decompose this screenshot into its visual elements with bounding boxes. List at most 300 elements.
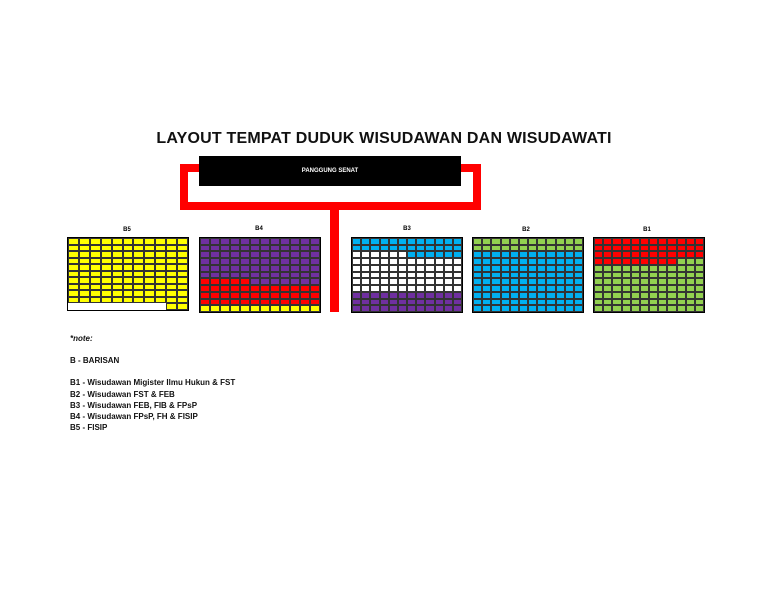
seat (200, 272, 210, 279)
seat (200, 285, 210, 292)
seat (270, 278, 280, 285)
seat (473, 251, 482, 258)
seat (519, 258, 528, 265)
seat (491, 278, 500, 285)
seat (695, 245, 704, 252)
seat (695, 265, 704, 272)
seat (667, 278, 676, 285)
seat (361, 299, 370, 306)
seat (352, 292, 361, 299)
seat (622, 258, 631, 265)
note-item-b4: B4 - Wisudawan FPsP, FH & FISIP (70, 412, 198, 421)
seat (210, 251, 220, 258)
seat (510, 272, 519, 279)
seat (352, 265, 361, 272)
seat (603, 305, 612, 312)
seat (574, 272, 583, 279)
seat (310, 251, 320, 258)
seat (310, 305, 320, 312)
seat (510, 278, 519, 285)
seat (260, 245, 270, 252)
seat (686, 278, 695, 285)
seat (200, 278, 210, 285)
seat (260, 258, 270, 265)
seat (686, 305, 695, 312)
seat (280, 299, 290, 306)
seat (280, 245, 290, 252)
seat (491, 238, 500, 245)
block-label-b1: B1 (643, 227, 651, 233)
seat (677, 265, 686, 272)
seat (565, 292, 574, 299)
seat (546, 245, 555, 252)
seat (90, 303, 101, 310)
seat (230, 245, 240, 252)
seat (649, 278, 658, 285)
seat (389, 245, 398, 252)
seat (519, 238, 528, 245)
seat (260, 299, 270, 306)
seat (677, 258, 686, 265)
seat (435, 272, 444, 279)
seat (300, 305, 310, 312)
seat (528, 238, 537, 245)
seat (250, 278, 260, 285)
seat (389, 258, 398, 265)
seat (640, 285, 649, 292)
seat (640, 292, 649, 299)
seat (425, 251, 434, 258)
seat (270, 265, 280, 272)
seat (631, 305, 640, 312)
seat (658, 285, 667, 292)
seat (270, 245, 280, 252)
seat (594, 245, 603, 252)
seat (210, 285, 220, 292)
seat (435, 251, 444, 258)
seat (574, 258, 583, 265)
seat (389, 305, 398, 312)
seat (352, 238, 361, 245)
seat (622, 265, 631, 272)
seat (594, 299, 603, 306)
seat (537, 292, 546, 299)
seat (380, 265, 389, 272)
seat (565, 265, 574, 272)
seat (270, 251, 280, 258)
note-item-b3: B3 - Wisudawan FEB, FIB & FPsP (70, 401, 198, 410)
seat (556, 251, 565, 258)
seat (491, 272, 500, 279)
seat (491, 285, 500, 292)
seat (603, 285, 612, 292)
seat (537, 251, 546, 258)
seat (230, 258, 240, 265)
seat (290, 258, 300, 265)
seat (230, 299, 240, 306)
seat (380, 299, 389, 306)
seat (310, 265, 320, 272)
seat (398, 278, 407, 285)
seat (270, 238, 280, 245)
seat (556, 238, 565, 245)
seat (398, 238, 407, 245)
seat (300, 272, 310, 279)
seat (280, 251, 290, 258)
seat (444, 305, 453, 312)
seat (537, 265, 546, 272)
seat (640, 245, 649, 252)
seat (658, 265, 667, 272)
seat (695, 272, 704, 279)
seat (398, 299, 407, 306)
seat (220, 258, 230, 265)
seat (649, 292, 658, 299)
seat (250, 265, 260, 272)
seat (491, 305, 500, 312)
seat (166, 303, 177, 310)
seat (546, 238, 555, 245)
seat (425, 258, 434, 265)
seat (528, 278, 537, 285)
seat (695, 299, 704, 306)
seat (453, 265, 462, 272)
seat (510, 258, 519, 265)
seat (310, 299, 320, 306)
seat (407, 305, 416, 312)
seat (537, 258, 546, 265)
seat (537, 305, 546, 312)
seat (300, 265, 310, 272)
seat (398, 272, 407, 279)
seat (631, 245, 640, 252)
note-item-b5: B5 - FISIP (70, 423, 108, 432)
seat (528, 285, 537, 292)
seat (370, 251, 379, 258)
seat (453, 238, 462, 245)
seat (501, 265, 510, 272)
seat (574, 305, 583, 312)
seat (380, 278, 389, 285)
seat (649, 272, 658, 279)
seat (631, 292, 640, 299)
seat (491, 265, 500, 272)
seat (220, 278, 230, 285)
seat (686, 258, 695, 265)
seat (546, 272, 555, 279)
seat (453, 305, 462, 312)
seat (491, 292, 500, 299)
seat (640, 265, 649, 272)
seat (528, 299, 537, 306)
seat (310, 258, 320, 265)
seat (280, 278, 290, 285)
seat (435, 278, 444, 285)
seat (528, 292, 537, 299)
seat (453, 245, 462, 252)
seat (519, 305, 528, 312)
seat (200, 265, 210, 272)
seat (444, 251, 453, 258)
seat (574, 278, 583, 285)
seat (546, 265, 555, 272)
seat (370, 272, 379, 279)
seat (482, 272, 491, 279)
seat (686, 299, 695, 306)
seat (622, 285, 631, 292)
seat (290, 265, 300, 272)
seat (220, 265, 230, 272)
seat (210, 258, 220, 265)
seat (510, 251, 519, 258)
seat (370, 238, 379, 245)
seat (361, 238, 370, 245)
seat (556, 258, 565, 265)
seat (501, 258, 510, 265)
seat (603, 292, 612, 299)
stage-aisle (330, 202, 339, 312)
seat (667, 305, 676, 312)
seat (280, 265, 290, 272)
seat (240, 265, 250, 272)
seat (491, 251, 500, 258)
seat (352, 258, 361, 265)
seat (250, 251, 260, 258)
note-item-b1: B1 - Wisudawan Migister Ilmu Hukun & FST (70, 378, 236, 387)
seat (528, 245, 537, 252)
seat (280, 292, 290, 299)
seat (370, 278, 379, 285)
seat (444, 299, 453, 306)
seat (435, 238, 444, 245)
seat (425, 238, 434, 245)
seat (556, 245, 565, 252)
seat (501, 285, 510, 292)
seat (300, 245, 310, 252)
seat (667, 238, 676, 245)
seat (519, 251, 528, 258)
seat (677, 278, 686, 285)
seat (612, 292, 621, 299)
seat (416, 305, 425, 312)
seat (537, 285, 546, 292)
seat (398, 265, 407, 272)
seat (622, 251, 631, 258)
seat (310, 285, 320, 292)
seat (200, 238, 210, 245)
seat (565, 299, 574, 306)
seat (210, 305, 220, 312)
seat (407, 292, 416, 299)
seat (501, 292, 510, 299)
seat (574, 265, 583, 272)
seat (565, 245, 574, 252)
seat (407, 272, 416, 279)
seat (473, 265, 482, 272)
seat (310, 238, 320, 245)
seat (407, 258, 416, 265)
seat (640, 278, 649, 285)
seat (220, 299, 230, 306)
seat (686, 285, 695, 292)
seat (380, 272, 389, 279)
seat (370, 305, 379, 312)
seat (133, 303, 144, 310)
seat (280, 272, 290, 279)
seat (658, 272, 667, 279)
seat (310, 292, 320, 299)
seat (482, 265, 491, 272)
seat (649, 299, 658, 306)
seat (123, 303, 134, 310)
seat (407, 299, 416, 306)
seat (250, 285, 260, 292)
seat (501, 278, 510, 285)
seat (270, 258, 280, 265)
seat (361, 245, 370, 252)
seat (603, 251, 612, 258)
seat (444, 272, 453, 279)
block-label-b3: B3 (403, 226, 411, 232)
seat (380, 285, 389, 292)
seat (240, 278, 250, 285)
seat (352, 278, 361, 285)
seat (290, 305, 300, 312)
seat (352, 299, 361, 306)
seat (398, 292, 407, 299)
seat (631, 278, 640, 285)
seat (220, 285, 230, 292)
seat (290, 251, 300, 258)
seat (361, 258, 370, 265)
seat (473, 272, 482, 279)
seat (200, 305, 210, 312)
seat (482, 258, 491, 265)
seat (695, 278, 704, 285)
seat (352, 245, 361, 252)
seat (519, 299, 528, 306)
seat (667, 265, 676, 272)
seat (556, 278, 565, 285)
seat (510, 292, 519, 299)
seat (574, 292, 583, 299)
seat (594, 278, 603, 285)
seat (603, 265, 612, 272)
seat (537, 238, 546, 245)
seat (519, 265, 528, 272)
seat (612, 305, 621, 312)
seat (519, 285, 528, 292)
seat (565, 272, 574, 279)
seat (68, 303, 79, 310)
seat (631, 265, 640, 272)
seat (290, 292, 300, 299)
seat (603, 258, 612, 265)
seat (482, 251, 491, 258)
seat (361, 272, 370, 279)
seat (622, 292, 631, 299)
seat (556, 305, 565, 312)
seat (240, 285, 250, 292)
seat (622, 272, 631, 279)
seat (280, 285, 290, 292)
seat (300, 278, 310, 285)
seat (352, 305, 361, 312)
seat (435, 292, 444, 299)
seat (240, 299, 250, 306)
seat (250, 272, 260, 279)
note-header: *note: (70, 334, 93, 343)
seat (658, 238, 667, 245)
seat (510, 238, 519, 245)
seat (407, 278, 416, 285)
seat (501, 238, 510, 245)
seat (407, 285, 416, 292)
seat (380, 305, 389, 312)
note-legend-key: B - BARISAN (70, 356, 120, 365)
seat (230, 305, 240, 312)
seat (491, 299, 500, 306)
seat (667, 258, 676, 265)
seat (528, 251, 537, 258)
seat (695, 305, 704, 312)
seat (250, 238, 260, 245)
seat (473, 238, 482, 245)
seat (444, 258, 453, 265)
seat (594, 265, 603, 272)
seat (546, 305, 555, 312)
seat (290, 272, 300, 279)
seat (280, 238, 290, 245)
seat (453, 251, 462, 258)
note-item-b2: B2 - Wisudawan FST & FEB (70, 390, 175, 399)
seat (612, 245, 621, 252)
seat (290, 299, 300, 306)
seat (230, 272, 240, 279)
block-label-b5: B5 (123, 227, 131, 233)
seat (501, 272, 510, 279)
seat (667, 272, 676, 279)
seat (220, 245, 230, 252)
seat (528, 305, 537, 312)
seat (352, 251, 361, 258)
seat (210, 278, 220, 285)
seat (482, 285, 491, 292)
seat (453, 292, 462, 299)
seat (501, 245, 510, 252)
seat (649, 251, 658, 258)
seat (155, 303, 166, 310)
seat (453, 278, 462, 285)
seat (546, 299, 555, 306)
seat (574, 238, 583, 245)
seat (370, 265, 379, 272)
seat (220, 251, 230, 258)
seat (435, 299, 444, 306)
seat (444, 265, 453, 272)
seat (482, 278, 491, 285)
seat (300, 251, 310, 258)
seat (240, 305, 250, 312)
seat (290, 278, 300, 285)
seat (686, 245, 695, 252)
seat-block-b2 (472, 237, 584, 313)
seat (250, 299, 260, 306)
seat (667, 245, 676, 252)
seat (640, 251, 649, 258)
seat (565, 251, 574, 258)
seat (677, 272, 686, 279)
